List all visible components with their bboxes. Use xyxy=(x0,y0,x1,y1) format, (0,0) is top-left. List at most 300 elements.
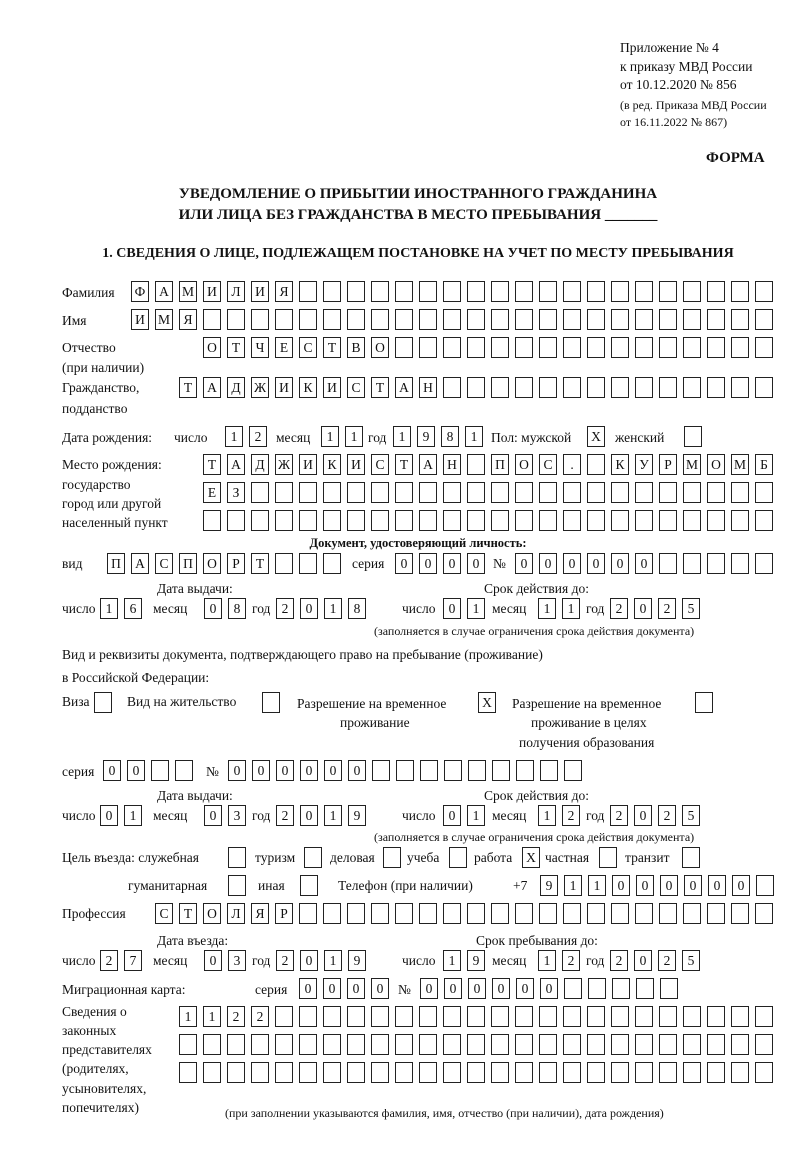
char-cell[interactable] xyxy=(275,1034,293,1055)
char-cell[interactable] xyxy=(539,1034,557,1055)
char-cell[interactable]: Р xyxy=(275,903,293,924)
char-cell[interactable] xyxy=(635,309,653,330)
char-cell[interactable]: Е xyxy=(203,482,221,503)
char-cell[interactable] xyxy=(444,760,462,781)
char-cell[interactable] xyxy=(587,482,605,503)
char-cell[interactable] xyxy=(731,510,749,531)
char-cell[interactable] xyxy=(540,760,558,781)
char-cell[interactable] xyxy=(467,1034,485,1055)
char-cell[interactable]: 1 xyxy=(467,805,485,826)
char-cell[interactable] xyxy=(299,482,317,503)
char-cell[interactable] xyxy=(731,281,749,302)
char-cell[interactable]: О xyxy=(203,337,221,358)
char-cell[interactable] xyxy=(755,903,773,924)
char-cell[interactable] xyxy=(707,377,725,398)
char-cell[interactable]: В xyxy=(347,337,365,358)
char-cell[interactable] xyxy=(371,510,389,531)
char-cell[interactable] xyxy=(659,903,677,924)
char-cell[interactable] xyxy=(203,309,221,330)
char-cell[interactable] xyxy=(443,1034,461,1055)
char-cell[interactable]: 0 xyxy=(492,978,510,999)
char-cell[interactable] xyxy=(323,1034,341,1055)
char-cell[interactable] xyxy=(491,309,509,330)
char-cell[interactable] xyxy=(299,553,317,574)
char-cell[interactable] xyxy=(491,281,509,302)
char-cell[interactable]: 1 xyxy=(564,875,582,896)
char-cell[interactable] xyxy=(659,309,677,330)
char-cell[interactable] xyxy=(707,510,725,531)
char-cell[interactable] xyxy=(371,309,389,330)
char-cell[interactable] xyxy=(323,482,341,503)
char-cell[interactable] xyxy=(347,482,365,503)
char-cell[interactable]: 1 xyxy=(225,426,243,447)
char-cell[interactable]: Т xyxy=(323,337,341,358)
char-cell[interactable]: У xyxy=(635,454,653,475)
char-cell[interactable] xyxy=(467,903,485,924)
char-cell[interactable] xyxy=(491,337,509,358)
char-cell[interactable] xyxy=(251,1034,269,1055)
char-cell[interactable] xyxy=(755,482,773,503)
char-cell[interactable] xyxy=(707,1062,725,1083)
char-cell[interactable] xyxy=(515,377,533,398)
char-cell[interactable] xyxy=(563,281,581,302)
char-cell[interactable]: 0 xyxy=(634,598,652,619)
char-cell[interactable]: 3 xyxy=(228,805,246,826)
char-cell[interactable]: С xyxy=(155,903,173,924)
char-cell[interactable]: К xyxy=(323,454,341,475)
char-cell[interactable]: Л xyxy=(227,903,245,924)
char-cell[interactable] xyxy=(587,309,605,330)
char-cell[interactable] xyxy=(467,454,485,475)
char-cell[interactable] xyxy=(659,1006,677,1027)
char-cell[interactable] xyxy=(683,377,701,398)
char-cell[interactable]: 9 xyxy=(348,950,366,971)
char-cell[interactable] xyxy=(419,337,437,358)
char-cell[interactable]: 0 xyxy=(347,978,365,999)
char-cell[interactable]: 2 xyxy=(610,805,628,826)
char-cell[interactable] xyxy=(347,281,365,302)
char-cell[interactable] xyxy=(275,553,293,574)
char-cell[interactable]: Т xyxy=(203,454,221,475)
char-cell[interactable]: П xyxy=(107,553,125,574)
char-cell[interactable]: Ж xyxy=(251,377,269,398)
char-cell[interactable]: 2 xyxy=(100,950,118,971)
char-cell[interactable] xyxy=(227,1062,245,1083)
char-cell[interactable] xyxy=(347,309,365,330)
char-cell[interactable]: Л xyxy=(227,281,245,302)
char-cell[interactable] xyxy=(611,903,629,924)
char-cell[interactable] xyxy=(395,510,413,531)
char-cell[interactable] xyxy=(659,1062,677,1083)
char-cell[interactable] xyxy=(323,281,341,302)
char-cell[interactable]: Е xyxy=(275,337,293,358)
char-cell[interactable]: Т xyxy=(179,377,197,398)
char-cell[interactable] xyxy=(371,1006,389,1027)
char-cell[interactable]: 1 xyxy=(538,598,556,619)
char-cell[interactable] xyxy=(611,281,629,302)
char-cell[interactable] xyxy=(755,553,773,574)
char-cell[interactable] xyxy=(635,1062,653,1083)
char-cell[interactable] xyxy=(659,510,677,531)
char-cell[interactable] xyxy=(449,847,467,868)
char-cell[interactable] xyxy=(323,903,341,924)
char-cell[interactable] xyxy=(371,1062,389,1083)
char-cell[interactable]: 2 xyxy=(658,598,676,619)
char-cell[interactable]: З xyxy=(227,482,245,503)
char-cell[interactable] xyxy=(563,1006,581,1027)
char-cell[interactable] xyxy=(492,760,510,781)
char-cell[interactable]: 8 xyxy=(348,598,366,619)
char-cell[interactable] xyxy=(659,377,677,398)
char-cell[interactable] xyxy=(347,1006,365,1027)
char-cell[interactable] xyxy=(467,482,485,503)
char-cell[interactable]: С xyxy=(299,337,317,358)
char-cell[interactable] xyxy=(587,1006,605,1027)
char-cell[interactable] xyxy=(659,281,677,302)
char-cell[interactable] xyxy=(755,281,773,302)
char-cell[interactable]: 1 xyxy=(393,426,411,447)
char-cell[interactable] xyxy=(611,377,629,398)
char-cell[interactable] xyxy=(251,309,269,330)
char-cell[interactable] xyxy=(635,903,653,924)
char-cell[interactable] xyxy=(467,1062,485,1083)
char-cell[interactable] xyxy=(587,281,605,302)
char-cell[interactable] xyxy=(419,510,437,531)
char-cell[interactable] xyxy=(323,1062,341,1083)
char-cell[interactable]: 2 xyxy=(276,598,294,619)
char-cell[interactable]: 0 xyxy=(684,875,702,896)
char-cell[interactable] xyxy=(683,281,701,302)
char-cell[interactable] xyxy=(515,337,533,358)
char-cell[interactable] xyxy=(443,1006,461,1027)
char-cell[interactable] xyxy=(563,309,581,330)
char-cell[interactable]: А xyxy=(395,377,413,398)
char-cell[interactable]: 0 xyxy=(467,553,485,574)
char-cell[interactable]: 2 xyxy=(276,805,294,826)
char-cell[interactable] xyxy=(467,377,485,398)
char-cell[interactable] xyxy=(587,1034,605,1055)
char-cell[interactable] xyxy=(275,482,293,503)
char-cell[interactable]: 0 xyxy=(563,553,581,574)
char-cell[interactable] xyxy=(683,482,701,503)
char-cell[interactable] xyxy=(468,760,486,781)
char-cell[interactable] xyxy=(419,482,437,503)
char-cell[interactable] xyxy=(707,1006,725,1027)
char-cell[interactable] xyxy=(515,482,533,503)
char-cell[interactable]: О xyxy=(707,454,725,475)
char-cell[interactable]: 2 xyxy=(658,805,676,826)
char-cell[interactable] xyxy=(372,760,390,781)
char-cell[interactable] xyxy=(756,875,774,896)
char-cell[interactable] xyxy=(635,281,653,302)
char-cell[interactable] xyxy=(179,1062,197,1083)
char-cell[interactable] xyxy=(731,337,749,358)
char-cell[interactable] xyxy=(395,281,413,302)
char-cell[interactable] xyxy=(395,482,413,503)
char-cell[interactable] xyxy=(731,553,749,574)
char-cell[interactable] xyxy=(347,510,365,531)
char-cell[interactable] xyxy=(299,309,317,330)
char-cell[interactable] xyxy=(443,309,461,330)
char-cell[interactable]: 0 xyxy=(420,978,438,999)
char-cell[interactable]: 2 xyxy=(610,598,628,619)
char-cell[interactable] xyxy=(683,510,701,531)
char-cell[interactable] xyxy=(395,337,413,358)
char-cell[interactable] xyxy=(443,281,461,302)
char-cell[interactable] xyxy=(299,281,317,302)
char-cell[interactable] xyxy=(323,553,341,574)
char-cell[interactable]: 0 xyxy=(634,805,652,826)
char-cell[interactable] xyxy=(275,1006,293,1027)
char-cell[interactable]: 0 xyxy=(324,760,342,781)
char-cell[interactable]: 1 xyxy=(443,950,461,971)
char-cell[interactable]: Т xyxy=(371,377,389,398)
char-cell[interactable]: И xyxy=(299,454,317,475)
char-cell[interactable] xyxy=(731,903,749,924)
char-cell[interactable]: 1 xyxy=(562,598,580,619)
char-cell[interactable]: 8 xyxy=(228,598,246,619)
char-cell[interactable]: X xyxy=(478,692,496,713)
char-cell[interactable] xyxy=(599,847,617,868)
char-cell[interactable] xyxy=(203,1062,221,1083)
char-cell[interactable] xyxy=(383,847,401,868)
char-cell[interactable]: 0 xyxy=(299,978,317,999)
char-cell[interactable]: 1 xyxy=(179,1006,197,1027)
char-cell[interactable] xyxy=(564,760,582,781)
char-cell[interactable] xyxy=(539,482,557,503)
char-cell[interactable] xyxy=(491,510,509,531)
char-cell[interactable]: Я xyxy=(275,281,293,302)
char-cell[interactable]: 0 xyxy=(204,598,222,619)
char-cell[interactable] xyxy=(419,1034,437,1055)
char-cell[interactable] xyxy=(587,903,605,924)
char-cell[interactable] xyxy=(299,510,317,531)
char-cell[interactable] xyxy=(179,1034,197,1055)
char-cell[interactable]: Я xyxy=(251,903,269,924)
char-cell[interactable]: П xyxy=(179,553,197,574)
char-cell[interactable] xyxy=(491,482,509,503)
char-cell[interactable]: И xyxy=(131,309,149,330)
char-cell[interactable] xyxy=(539,510,557,531)
char-cell[interactable] xyxy=(707,903,725,924)
char-cell[interactable] xyxy=(539,337,557,358)
char-cell[interactable] xyxy=(251,510,269,531)
char-cell[interactable]: Я xyxy=(179,309,197,330)
char-cell[interactable] xyxy=(515,1006,533,1027)
char-cell[interactable]: 1 xyxy=(588,875,606,896)
char-cell[interactable] xyxy=(683,553,701,574)
char-cell[interactable] xyxy=(515,281,533,302)
char-cell[interactable] xyxy=(396,760,414,781)
char-cell[interactable] xyxy=(419,309,437,330)
char-cell[interactable]: 1 xyxy=(538,805,556,826)
char-cell[interactable] xyxy=(228,847,246,868)
char-cell[interactable]: 0 xyxy=(587,553,605,574)
char-cell[interactable]: О xyxy=(203,903,221,924)
char-cell[interactable] xyxy=(683,1062,701,1083)
char-cell[interactable] xyxy=(635,1034,653,1055)
char-cell[interactable] xyxy=(659,337,677,358)
char-cell[interactable] xyxy=(731,377,749,398)
char-cell[interactable] xyxy=(695,692,713,713)
char-cell[interactable] xyxy=(611,1006,629,1027)
char-cell[interactable] xyxy=(467,281,485,302)
char-cell[interactable] xyxy=(539,377,557,398)
char-cell[interactable]: 0 xyxy=(444,978,462,999)
char-cell[interactable] xyxy=(347,903,365,924)
char-cell[interactable]: 0 xyxy=(252,760,270,781)
char-cell[interactable] xyxy=(587,510,605,531)
char-cell[interactable] xyxy=(612,978,630,999)
char-cell[interactable] xyxy=(467,1006,485,1027)
char-cell[interactable]: 0 xyxy=(100,805,118,826)
char-cell[interactable] xyxy=(707,309,725,330)
char-cell[interactable] xyxy=(635,337,653,358)
char-cell[interactable] xyxy=(419,281,437,302)
char-cell[interactable]: 0 xyxy=(300,805,318,826)
char-cell[interactable]: 2 xyxy=(562,950,580,971)
char-cell[interactable]: 1 xyxy=(321,426,339,447)
char-cell[interactable]: Ф xyxy=(131,281,149,302)
char-cell[interactable]: М xyxy=(683,454,701,475)
char-cell[interactable] xyxy=(419,903,437,924)
char-cell[interactable] xyxy=(443,482,461,503)
char-cell[interactable] xyxy=(755,309,773,330)
char-cell[interactable] xyxy=(420,760,438,781)
char-cell[interactable]: 0 xyxy=(371,978,389,999)
char-cell[interactable] xyxy=(539,281,557,302)
char-cell[interactable]: 9 xyxy=(348,805,366,826)
char-cell[interactable]: И xyxy=(251,281,269,302)
char-cell[interactable] xyxy=(636,978,654,999)
char-cell[interactable] xyxy=(395,1062,413,1083)
char-cell[interactable]: 1 xyxy=(345,426,363,447)
char-cell[interactable]: 1 xyxy=(538,950,556,971)
char-cell[interactable] xyxy=(684,426,702,447)
char-cell[interactable] xyxy=(563,337,581,358)
char-cell[interactable] xyxy=(491,903,509,924)
char-cell[interactable]: 2 xyxy=(227,1006,245,1027)
char-cell[interactable] xyxy=(611,1034,629,1055)
char-cell[interactable] xyxy=(563,903,581,924)
char-cell[interactable] xyxy=(683,337,701,358)
char-cell[interactable] xyxy=(707,482,725,503)
char-cell[interactable]: 2 xyxy=(276,950,294,971)
char-cell[interactable] xyxy=(467,309,485,330)
char-cell[interactable] xyxy=(563,482,581,503)
char-cell[interactable] xyxy=(659,553,677,574)
char-cell[interactable]: 9 xyxy=(417,426,435,447)
char-cell[interactable]: 0 xyxy=(103,760,121,781)
char-cell[interactable]: А xyxy=(419,454,437,475)
char-cell[interactable]: Т xyxy=(227,337,245,358)
char-cell[interactable]: 0 xyxy=(348,760,366,781)
char-cell[interactable] xyxy=(491,1062,509,1083)
char-cell[interactable]: А xyxy=(131,553,149,574)
char-cell[interactable]: 1 xyxy=(124,805,142,826)
char-cell[interactable] xyxy=(299,903,317,924)
char-cell[interactable]: 0 xyxy=(300,760,318,781)
char-cell[interactable] xyxy=(587,1062,605,1083)
char-cell[interactable] xyxy=(755,1006,773,1027)
char-cell[interactable]: М xyxy=(155,309,173,330)
char-cell[interactable] xyxy=(611,510,629,531)
char-cell[interactable]: 1 xyxy=(324,950,342,971)
char-cell[interactable]: 0 xyxy=(636,875,654,896)
char-cell[interactable] xyxy=(683,1006,701,1027)
char-cell[interactable] xyxy=(227,510,245,531)
char-cell[interactable] xyxy=(515,903,533,924)
char-cell[interactable] xyxy=(563,510,581,531)
char-cell[interactable]: 0 xyxy=(708,875,726,896)
char-cell[interactable]: 9 xyxy=(540,875,558,896)
char-cell[interactable]: П xyxy=(491,454,509,475)
char-cell[interactable] xyxy=(587,454,605,475)
char-cell[interactable]: 0 xyxy=(468,978,486,999)
char-cell[interactable] xyxy=(564,978,582,999)
char-cell[interactable]: Р xyxy=(659,454,677,475)
char-cell[interactable]: С xyxy=(371,454,389,475)
char-cell[interactable]: 2 xyxy=(658,950,676,971)
char-cell[interactable] xyxy=(683,903,701,924)
char-cell[interactable] xyxy=(203,1034,221,1055)
char-cell[interactable]: 5 xyxy=(682,950,700,971)
char-cell[interactable] xyxy=(251,482,269,503)
char-cell[interactable] xyxy=(682,847,700,868)
char-cell[interactable]: 0 xyxy=(516,978,534,999)
char-cell[interactable] xyxy=(419,1006,437,1027)
char-cell[interactable]: 0 xyxy=(612,875,630,896)
char-cell[interactable] xyxy=(275,309,293,330)
char-cell[interactable] xyxy=(539,309,557,330)
char-cell[interactable]: 0 xyxy=(515,553,533,574)
char-cell[interactable] xyxy=(707,281,725,302)
char-cell[interactable] xyxy=(707,1034,725,1055)
char-cell[interactable] xyxy=(563,1034,581,1055)
char-cell[interactable] xyxy=(587,377,605,398)
char-cell[interactable]: 0 xyxy=(611,553,629,574)
char-cell[interactable] xyxy=(443,903,461,924)
char-cell[interactable]: М xyxy=(179,281,197,302)
char-cell[interactable]: 0 xyxy=(300,950,318,971)
char-cell[interactable] xyxy=(755,377,773,398)
char-cell[interactable]: 0 xyxy=(204,950,222,971)
char-cell[interactable] xyxy=(395,309,413,330)
char-cell[interactable]: С xyxy=(155,553,173,574)
char-cell[interactable] xyxy=(443,1062,461,1083)
char-cell[interactable] xyxy=(587,337,605,358)
char-cell[interactable]: Ч xyxy=(251,337,269,358)
char-cell[interactable]: И xyxy=(347,454,365,475)
char-cell[interactable]: М xyxy=(731,454,749,475)
char-cell[interactable] xyxy=(395,903,413,924)
char-cell[interactable]: X xyxy=(522,847,540,868)
char-cell[interactable]: Д xyxy=(251,454,269,475)
char-cell[interactable]: . xyxy=(563,454,581,475)
char-cell[interactable] xyxy=(755,1062,773,1083)
char-cell[interactable] xyxy=(262,692,280,713)
char-cell[interactable]: 0 xyxy=(540,978,558,999)
char-cell[interactable] xyxy=(251,1062,269,1083)
char-cell[interactable]: 5 xyxy=(682,805,700,826)
char-cell[interactable] xyxy=(515,1034,533,1055)
char-cell[interactable]: 0 xyxy=(443,598,461,619)
char-cell[interactable] xyxy=(683,309,701,330)
char-cell[interactable] xyxy=(467,510,485,531)
char-cell[interactable] xyxy=(635,377,653,398)
char-cell[interactable] xyxy=(683,1034,701,1055)
char-cell[interactable] xyxy=(227,1034,245,1055)
